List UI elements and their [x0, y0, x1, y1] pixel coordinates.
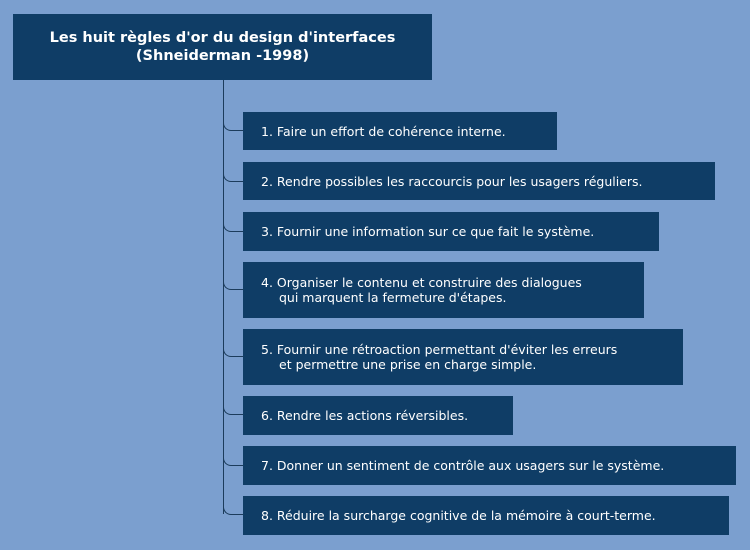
rule-text-5b: et permettre une prise en charge simple. — [279, 357, 537, 372]
connector-branch-2 — [223, 172, 243, 182]
rule-text-4b: qui marquent la fermeture d'étapes. — [279, 290, 507, 305]
connector-branch-4 — [223, 280, 243, 290]
rule-text-7: 7. Donner un sentiment de contrôle aux usagers sur le système. — [261, 458, 665, 473]
rule-text-3: 3. Fournir une information sur ce que fait le système. — [261, 224, 595, 239]
rule-box-5[interactable] — [243, 329, 683, 385]
connector-branch-1 — [223, 121, 243, 131]
connector-branch-3 — [223, 222, 243, 232]
connector-branch-7 — [223, 456, 243, 466]
rule-text-1: 1. Faire un effort de cohérence interne. — [261, 123, 506, 139]
rule-box-4[interactable] — [243, 262, 644, 318]
root-topic-box[interactable] — [13, 14, 432, 80]
rule-box-8[interactable] — [243, 496, 729, 535]
rule-text-4a: 4. Organiser le contenu et construire des dialogues — [261, 275, 582, 290]
rule-text-8: 8. Réduire la surcharge cognitive de la mémoire à court-terme. — [261, 508, 656, 523]
rule-box-7[interactable] — [243, 446, 736, 485]
connector-trunk — [223, 80, 224, 514]
rule-box-2[interactable] — [243, 162, 715, 200]
rule-text-2: 2. Rendre possibles les raccourcis pour les usagers réguliers. — [261, 173, 643, 189]
connector-branch-8 — [223, 505, 243, 515]
rule-text-6: 6. Rendre les actions réversibles. — [261, 408, 469, 423]
root-topic-title: Les huit règles d'or du design d'interfaces — [49, 30, 396, 46]
connector-branch-6 — [223, 405, 243, 415]
rule-box-6[interactable] — [243, 396, 513, 435]
rule-box-1[interactable] — [243, 112, 557, 150]
rule-box-3[interactable] — [243, 212, 659, 251]
connector-branch-5 — [223, 347, 243, 357]
root-topic-subtitle: (Shneiderman -1998) — [135, 48, 310, 64]
rule-text-5a: 5. Fournir une rétroaction permettant d'éviter les erreurs — [261, 342, 618, 357]
